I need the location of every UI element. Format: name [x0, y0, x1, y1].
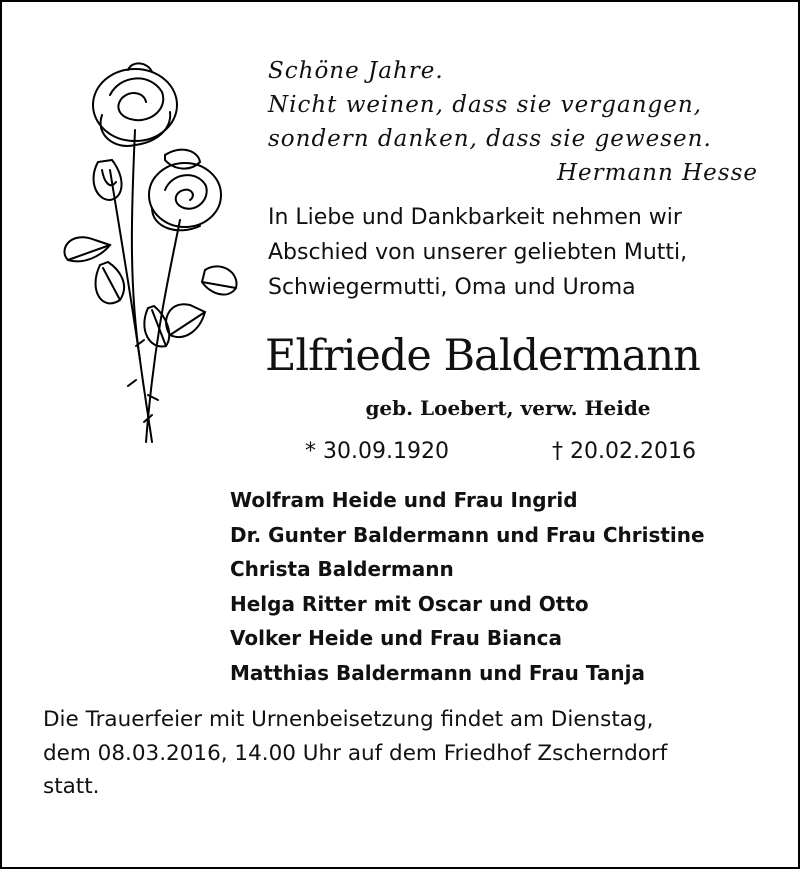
service-line: dem 08.03.2016, 14.00 Uhr auf dem Friedhof Zscherndorf	[43, 740, 668, 766]
mourner-line: Matthias Baldermann und Frau Tanja	[230, 660, 645, 685]
poem-line: Nicht weinen, dass sie vergangen,	[268, 92, 702, 118]
intro-text	[268, 200, 768, 305]
birth-date: * 30.09.1920	[305, 439, 449, 464]
poem-line: Schöne Jahre.	[268, 58, 444, 84]
service-line: statt.	[43, 774, 100, 799]
service-notice	[43, 703, 788, 804]
rose-illustration	[40, 50, 260, 450]
intro-line: In Liebe und Dankbarkeit nehmen wir	[268, 205, 682, 230]
maiden-name: geb. Loebert, verw. Heide	[365, 396, 651, 420]
poem-line: sondern danken, dass sie gewesen.	[268, 126, 712, 152]
mourner-line: Christa Baldermann	[230, 557, 454, 581]
intro-line: Abschied von unserer geliebten Mutti,	[268, 240, 688, 265]
service-line: Die Trauerfeier mit Urnenbeisetzung findet am Dienstag,	[43, 707, 654, 732]
death-date: † 20.02.2016	[552, 439, 696, 464]
poem-author: Hermann Hesse	[556, 160, 758, 186]
mourner-line: Dr. Gunter Baldermann und Frau Christine	[230, 522, 705, 547]
poem-block	[268, 54, 758, 190]
mourner-line: Volker Heide und Frau Bianca	[230, 626, 563, 650]
mourner-line: Helga Ritter mit Oscar und Otto	[230, 591, 589, 616]
intro-line: Schwiegermutti, Oma und Uroma	[268, 275, 636, 300]
mourner-line: Wolfram Heide und Frau Ingrid	[230, 488, 578, 512]
mourners-list	[230, 483, 790, 690]
deceased-name: Elfriede Baldermann	[265, 331, 700, 381]
